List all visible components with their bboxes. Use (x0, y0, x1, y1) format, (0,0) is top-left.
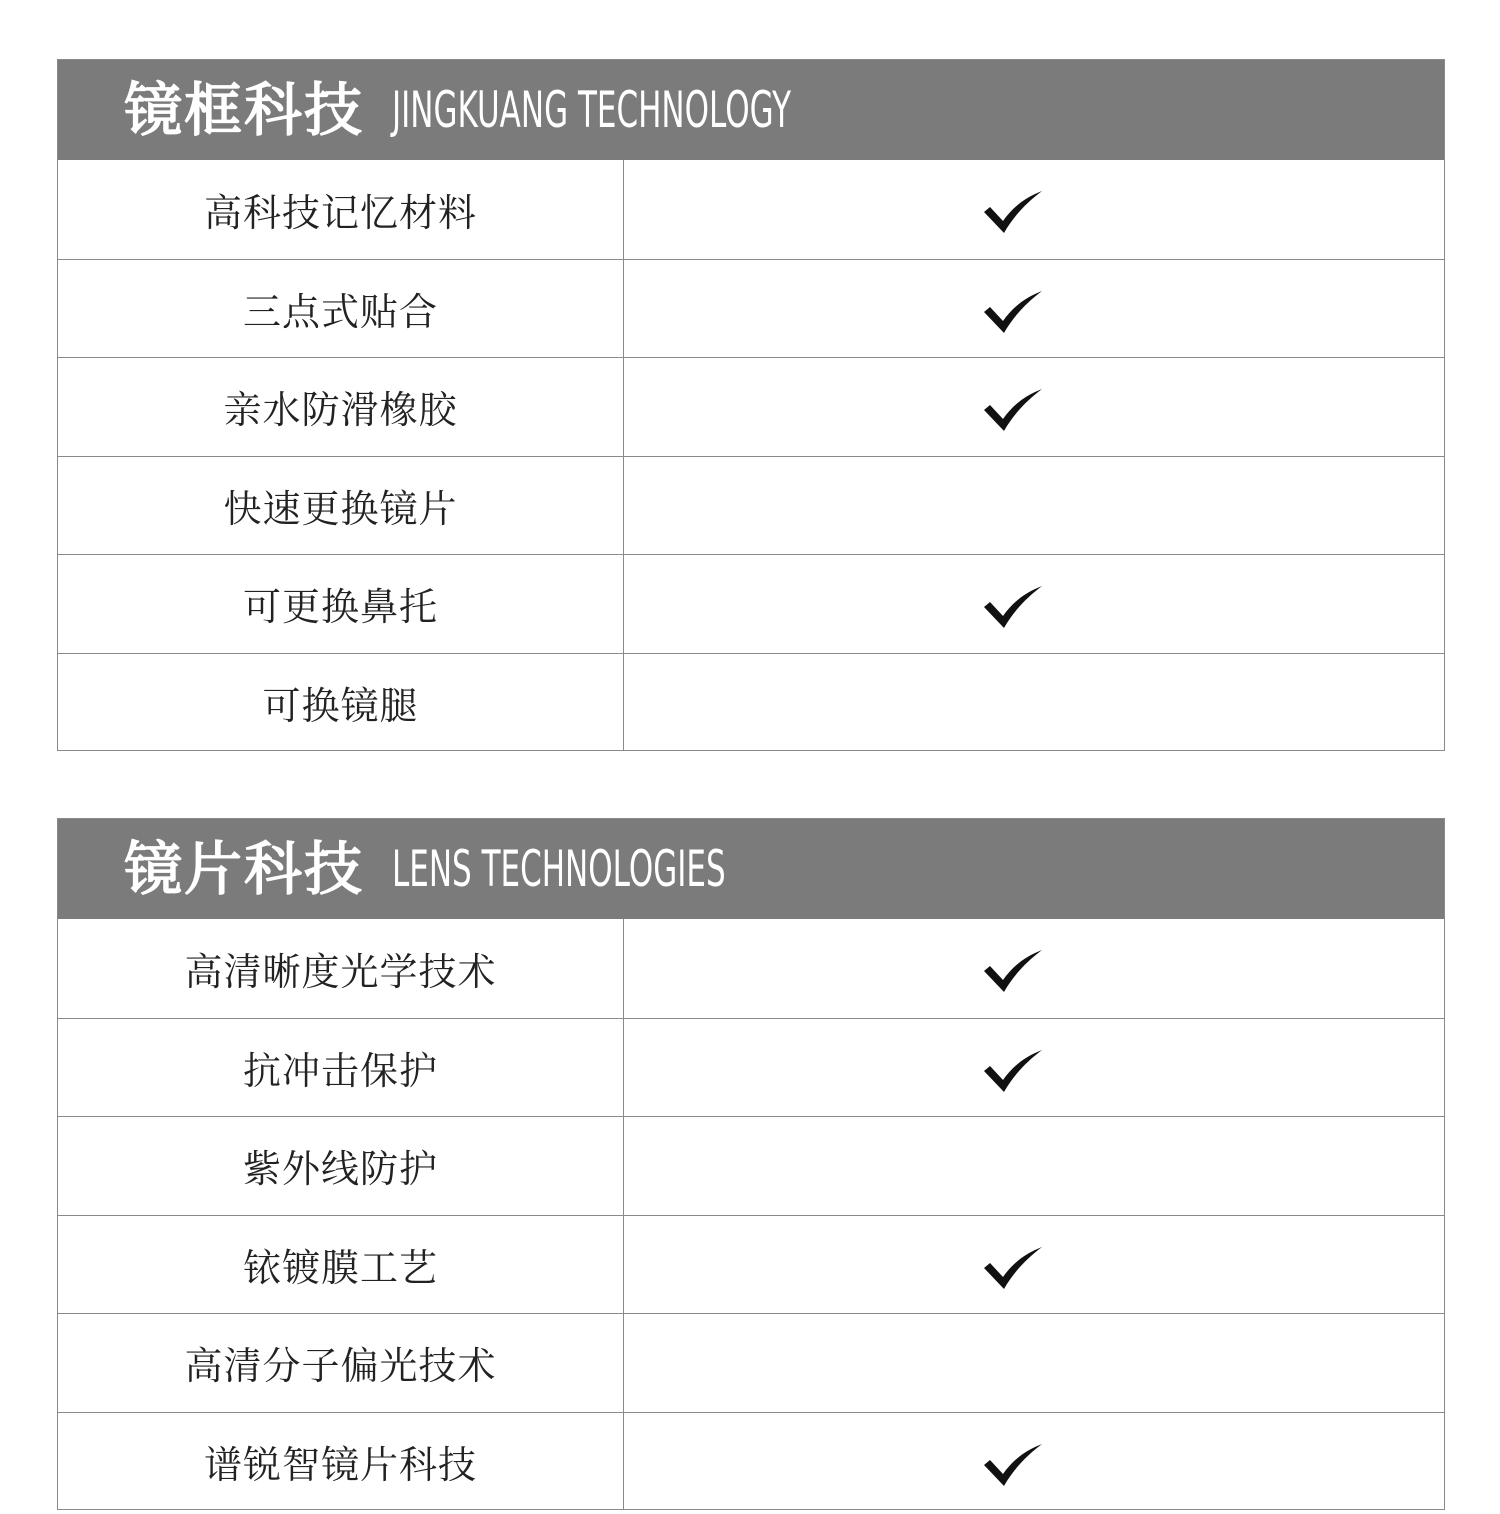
feature-check-cell (624, 457, 1444, 555)
lens-technology-header (58, 819, 1444, 919)
table-row (58, 554, 1444, 653)
feature-label: 紫外线防护 (58, 1117, 624, 1215)
table-row (58, 1412, 1444, 1511)
check-icon (982, 585, 1044, 629)
feature-label: 亲水防滑橡胶 (58, 358, 624, 456)
check-icon (982, 290, 1044, 334)
table-row (58, 919, 1444, 1018)
frame-technology-title-en: JINGKUANG TECHNOLOGY (392, 81, 792, 139)
feature-check-cell (624, 919, 1444, 1018)
table-row (58, 653, 1444, 752)
feature-label: 高清分子偏光技术 (58, 1314, 624, 1412)
feature-label: 谱锐智镜片科技 (58, 1413, 624, 1511)
table-row (58, 1313, 1444, 1412)
lens-technology-rows (58, 919, 1444, 1510)
lens-technology-title-en: LENS TECHNOLOGIES (392, 840, 726, 898)
feature-label: 快速更换镜片 (58, 457, 624, 555)
feature-label: 可换镜腿 (58, 654, 624, 752)
feature-label: 抗冲击保护 (58, 1019, 624, 1117)
check-icon (982, 1049, 1044, 1093)
lens-technology-title-cn: 镜片科技 (124, 835, 365, 903)
check-icon (982, 1443, 1044, 1487)
feature-check-cell (624, 260, 1444, 358)
table-row (58, 1116, 1444, 1215)
check-icon (982, 949, 1044, 993)
check-icon (982, 1246, 1044, 1290)
feature-check-cell (624, 1019, 1444, 1117)
feature-check-cell (624, 555, 1444, 653)
table-row (58, 1018, 1444, 1117)
feature-label: 可更换鼻托 (58, 555, 624, 653)
feature-check-cell (624, 1117, 1444, 1215)
check-icon (982, 388, 1044, 432)
feature-check-cell (624, 358, 1444, 456)
frame-technology-title-cn: 镜框科技 (124, 76, 365, 144)
feature-label: 三点式贴合 (58, 260, 624, 358)
lens-technology-table (57, 818, 1445, 1510)
feature-label: 高清晰度光学技术 (58, 919, 624, 1018)
table-row (58, 1215, 1444, 1314)
feature-check-cell (624, 654, 1444, 752)
feature-check-cell (624, 1413, 1444, 1511)
table-row (58, 357, 1444, 456)
table-row (58, 259, 1444, 358)
feature-check-cell (624, 1216, 1444, 1314)
frame-technology-header (58, 60, 1444, 160)
feature-check-cell (624, 1314, 1444, 1412)
check-icon (982, 190, 1044, 234)
feature-label: 高科技记忆材料 (58, 160, 624, 259)
feature-label: 铱镀膜工艺 (58, 1216, 624, 1314)
frame-technology-table (57, 59, 1445, 751)
frame-technology-rows (58, 160, 1444, 751)
feature-check-cell (624, 160, 1444, 259)
table-row (58, 456, 1444, 555)
table-row (58, 160, 1444, 259)
